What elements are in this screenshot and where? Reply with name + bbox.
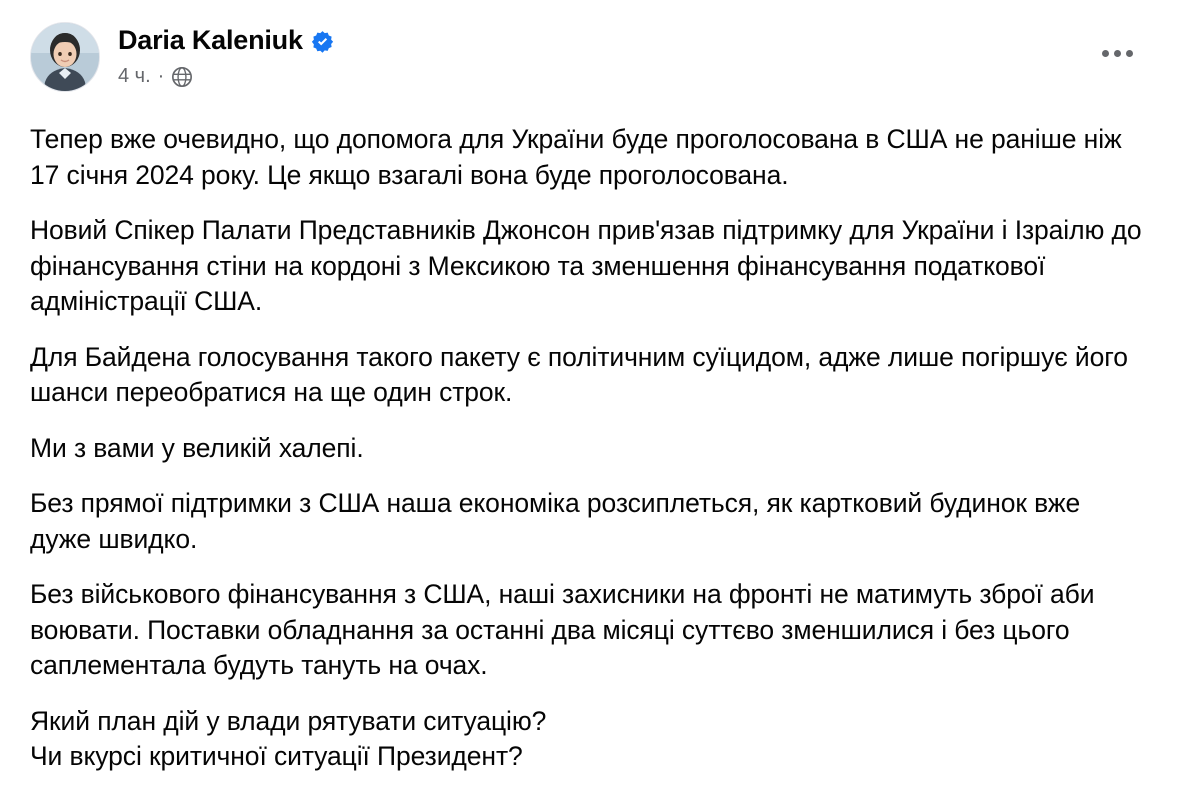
post-closing-line: Який план дій у влади рятувати ситуацію? [30,705,547,736]
post-paragraph: Без військового фінансування з США, наші захисники на фронті не матимуть зброї аби воювати. Поставки обладнання за останні два місяці суттєво зменшилися і без цього саплементала будуть тануть на очах. [30,579,1095,680]
globe-icon[interactable] [171,66,193,88]
post-closing [30,704,1146,775]
post-header [30,22,1146,108]
more-dot-2 [1114,50,1121,57]
post-paragraph: Без прямої підтримки з США наша економіка розсиплеться, як картковий будинок вже дуже швидко. [30,488,1081,554]
post-closing-line: Чи вкурсі критичної ситуації Президент? [30,741,523,771]
post-paragraph: Тепер вже очевидно, що допомога для України буде проголосована в США не раніше ніж 17 січня 2024 року. Це якщо взагалі вона буде проголосована. [30,124,1122,190]
meta-separator: · [157,65,165,88]
author-name[interactable]: Daria Kaleniuk [118,25,303,55]
post-paragraph: Для Байдена голосування такого пакету є політичним суїцидом, адже лише погіршує його шанси переобратися на ще один строк. [30,341,1128,407]
avatar-image [31,23,99,91]
avatar[interactable] [30,22,100,92]
more-dot-3 [1126,50,1133,57]
post-paragraph: Ми з вами у великій халепі. [30,432,364,463]
post-paragraph: Новий Спікер Палати Представників Джонсон прив'язав підтримку для України і Ізраілю до фінансування стіни на кордоні з Мексикою та зменшення фінансування податкової адміністрації США. [30,215,1142,316]
verified-badge-icon [311,30,334,53]
header-text [118,22,334,88]
post-text [30,122,1146,775]
timestamp[interactable]: 4 ч. [118,64,151,87]
more-dot-1 [1102,50,1109,57]
author-row [118,26,334,56]
post-meta [118,65,334,88]
more-options-button[interactable] [1094,38,1140,68]
